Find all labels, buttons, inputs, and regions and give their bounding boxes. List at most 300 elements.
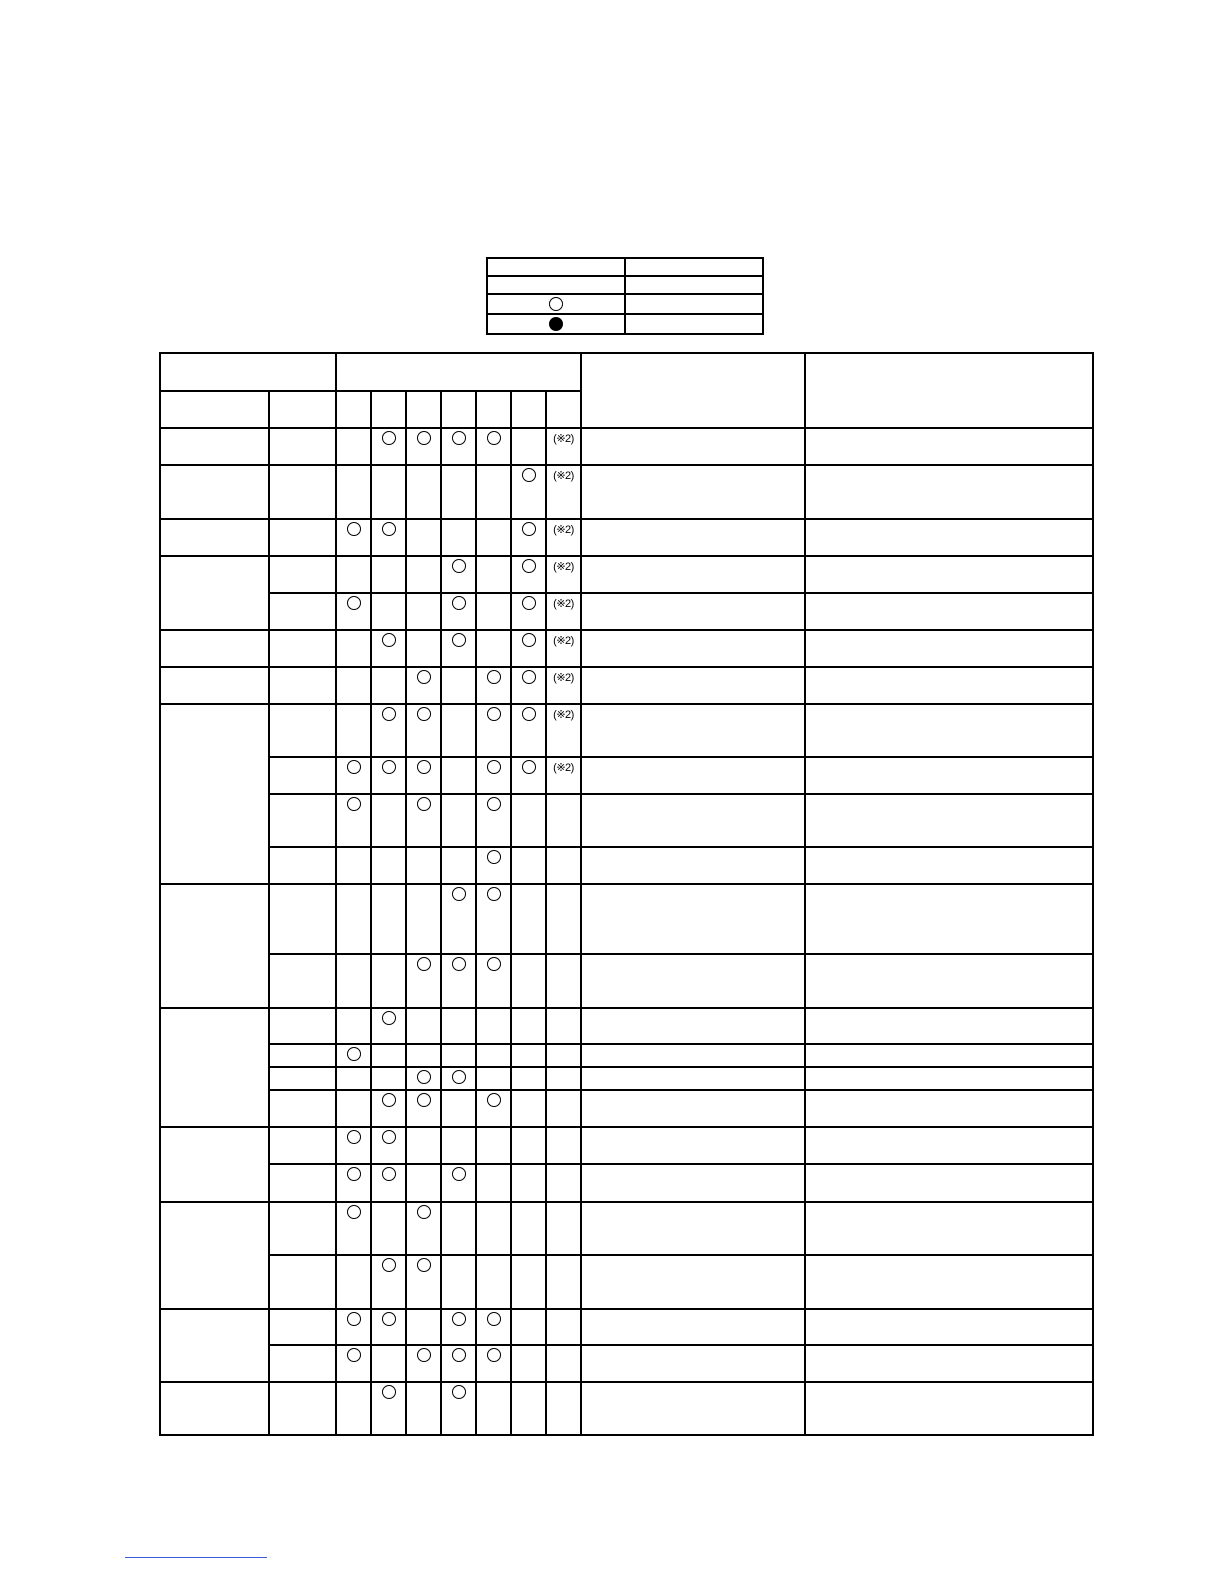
remarks-cell [805,1090,1093,1127]
mark-cell [511,847,546,884]
mark-cell [546,1127,581,1164]
mark-cell [406,1382,441,1435]
subitem-cell [269,954,336,1008]
subitem-cell [269,1044,336,1067]
subitem-cell [269,556,336,593]
remarks-cell [805,465,1093,519]
legend-row [487,258,763,276]
mark-cell [336,1127,371,1164]
mark-cell [371,630,406,667]
mark-cell [441,1345,476,1382]
mark-cell [511,1044,546,1067]
mark-cell [441,519,476,556]
mark-cell [511,1067,546,1090]
mark-cell [476,519,511,556]
description-cell [581,757,805,794]
table-row [160,1090,1093,1127]
remarks-cell [805,757,1093,794]
open-circle-icon [382,1258,396,1272]
subitem-cell [269,884,336,954]
category-cell [160,630,269,667]
mark-cell [406,1090,441,1127]
open-circle-icon [347,760,361,774]
mark-cell [511,556,546,593]
open-circle-icon [452,887,466,901]
subitem-cell [269,428,336,465]
remarks-cell [805,794,1093,847]
open-circle-icon [452,559,466,573]
mark-cell [546,1090,581,1127]
open-circle-icon [487,431,501,445]
table-row [160,630,1093,667]
table-row [160,465,1093,519]
header-cell-mark-4 [441,391,476,428]
mark-cell [546,630,581,667]
description-cell [581,1008,805,1044]
open-circle-icon [382,1312,396,1326]
mark-cell [476,757,511,794]
open-circle-icon [417,797,431,811]
mark-cell [476,667,511,704]
subitem-cell [269,593,336,630]
table-row [160,1345,1093,1382]
subitem-cell [269,757,336,794]
subitem-cell [269,704,336,757]
table-row [160,954,1093,1008]
open-circle-icon [382,707,396,721]
table-row [160,794,1093,847]
mark-cell [476,556,511,593]
open-circle-icon [347,797,361,811]
table-row [160,1202,1093,1255]
main-table [159,352,1094,1436]
open-circle-icon [452,1167,466,1181]
mark-cell [441,1164,476,1202]
mark-cell [336,794,371,847]
footnote-rule [125,1557,267,1558]
subitem-cell [269,1382,336,1435]
remarks-cell [805,1044,1093,1067]
open-circle-icon [487,887,501,901]
description-cell [581,1345,805,1382]
open-circle-icon [382,522,396,536]
mark-cell [406,1008,441,1044]
open-circle-icon [487,957,501,971]
table-row [160,704,1093,757]
mark-cell [546,1202,581,1255]
mark-cell [406,630,441,667]
mark-cell [511,794,546,847]
open-circle-icon [522,670,536,684]
description-cell [581,1127,805,1164]
mark-cell [546,1067,581,1090]
mark-cell [546,1164,581,1202]
open-circle-icon [487,797,501,811]
mark-cell [371,1345,406,1382]
legend-symbol-cell [487,294,625,314]
mark-cell [371,1164,406,1202]
description-cell [581,1164,805,1202]
mark-cell [406,667,441,704]
mark-cell [406,465,441,519]
mark-cell [336,1164,371,1202]
mark-cell [336,667,371,704]
legend-table [486,257,764,335]
mark-cell [336,1008,371,1044]
mark-cell [546,556,581,593]
mark-cell [441,884,476,954]
category-cell [160,704,269,884]
header-cell-mark-1 [336,391,371,428]
header-cell-mark-3 [406,391,441,428]
remarks-cell [805,1008,1093,1044]
mark-cell [441,757,476,794]
table-row [160,1309,1093,1345]
open-circle-icon [417,1070,431,1084]
category-cell [160,428,269,465]
open-circle-icon [417,1205,431,1219]
remarks-cell [805,519,1093,556]
remarks-cell [805,1202,1093,1255]
open-circle-icon [347,1130,361,1144]
open-circle-icon [522,559,536,573]
category-cell [160,1382,269,1435]
table-row [160,556,1093,593]
subitem-cell [269,1008,336,1044]
open-circle-icon [347,522,361,536]
mark-cell [476,1255,511,1309]
mark-cell [406,884,441,954]
mark-cell [441,556,476,593]
legend-meaning-cell [625,258,763,276]
subitem-cell [269,1164,336,1202]
category-cell [160,1008,269,1127]
mark-cell [546,847,581,884]
table-row [160,1255,1093,1309]
mark-cell [546,519,581,556]
open-circle-icon [382,431,396,445]
mark-cell [336,1202,371,1255]
open-circle-icon [382,1093,396,1107]
open-circle-icon [382,1130,396,1144]
mark-cell [476,704,511,757]
note-ref: (※2) [553,709,574,721]
mark-cell [371,757,406,794]
table-row [160,847,1093,884]
description-cell [581,1309,805,1345]
mark-cell [511,1382,546,1435]
mark-cell [546,884,581,954]
open-circle-icon [522,522,536,536]
table-row [160,1008,1093,1044]
mark-cell [406,1309,441,1345]
mark-cell [476,1067,511,1090]
open-circle-icon [487,1093,501,1107]
mark-cell [476,847,511,884]
mark-cell [511,465,546,519]
header-cell-col-b [805,353,1093,428]
table-row [160,1382,1093,1435]
legend-meaning-cell [625,314,763,334]
mark-cell [336,1090,371,1127]
legend-symbol-cell [487,258,625,276]
mark-cell [371,954,406,1008]
mark-cell [441,1044,476,1067]
mark-cell [476,630,511,667]
mark-cell [476,884,511,954]
remarks-cell [805,884,1093,954]
table-row [160,1127,1093,1164]
open-circle-icon [417,1093,431,1107]
table-row [160,667,1093,704]
mark-cell [336,704,371,757]
mark-cell [476,465,511,519]
mark-cell [546,1382,581,1435]
mark-cell [406,1345,441,1382]
note-ref: (※2) [553,561,574,573]
mark-cell [406,847,441,884]
mark-cell [476,954,511,1008]
mark-cell [511,1127,546,1164]
mark-cell [371,794,406,847]
mark-cell [476,1382,511,1435]
mark-cell [441,1127,476,1164]
table-row [160,884,1093,954]
open-circle-icon [487,850,501,864]
description-cell [581,1382,805,1435]
mark-cell [546,1044,581,1067]
category-cell [160,465,269,519]
remarks-cell [805,1382,1093,1435]
mark-cell [336,1044,371,1067]
mark-cell [371,519,406,556]
mark-cell [476,794,511,847]
mark-cell [441,704,476,757]
description-cell [581,1255,805,1309]
mark-cell [441,1067,476,1090]
mark-cell [406,1202,441,1255]
mark-cell [476,1202,511,1255]
mark-cell [406,757,441,794]
open-circle-icon [522,760,536,774]
mark-cell [476,1345,511,1382]
mark-cell [406,593,441,630]
description-cell [581,1067,805,1090]
category-cell [160,519,269,556]
mark-cell [371,428,406,465]
mark-cell [371,1202,406,1255]
category-cell [160,884,269,1008]
mark-cell [406,428,441,465]
legend-row [487,314,763,334]
mark-cell [441,630,476,667]
subitem-cell [269,630,336,667]
description-cell [581,794,805,847]
mark-cell [511,519,546,556]
mark-cell [546,794,581,847]
subitem-cell [269,847,336,884]
mark-cell [441,1309,476,1345]
mark-cell [336,465,371,519]
mark-cell [441,1090,476,1127]
description-cell [581,884,805,954]
mark-cell [371,704,406,757]
description-cell [581,630,805,667]
subitem-cell [269,1309,336,1345]
mark-cell [476,1164,511,1202]
mark-cell [441,847,476,884]
remarks-cell [805,847,1093,884]
mark-cell [511,1164,546,1202]
mark-cell [546,1008,581,1044]
mark-cell [441,428,476,465]
description-cell [581,847,805,884]
mark-cell [336,593,371,630]
mark-cell [371,593,406,630]
mark-cell [336,1345,371,1382]
mark-cell [336,1067,371,1090]
mark-cell [546,1309,581,1345]
mark-cell [336,1255,371,1309]
mark-cell [336,884,371,954]
header-cell-mark-6 [511,391,546,428]
mark-cell [546,954,581,1008]
description-cell [581,1202,805,1255]
mark-cell [511,667,546,704]
remarks-cell [805,667,1093,704]
mark-cell [476,1008,511,1044]
category-cell [160,1127,269,1202]
legend-symbol-cell [487,314,625,334]
subitem-cell [269,1067,336,1090]
note-ref: (※2) [553,672,574,684]
mark-cell [406,954,441,1008]
header-cell-item [160,391,269,428]
open-circle-icon [382,760,396,774]
header-cell-mark-7 [546,391,581,428]
category-cell [160,556,269,630]
open-circle-icon [382,1011,396,1025]
mark-cell [371,1255,406,1309]
remarks-cell [805,704,1093,757]
mark-cell [336,954,371,1008]
description-cell [581,954,805,1008]
mark-cell [371,1382,406,1435]
open-circle-icon [452,957,466,971]
open-circle-icon [452,633,466,647]
table-row [160,757,1093,794]
legend-symbol-cell [487,276,625,294]
description-cell [581,1090,805,1127]
legend-meaning-cell [625,294,763,314]
mark-cell [511,884,546,954]
mark-cell [546,593,581,630]
open-circle-icon [522,633,536,647]
subitem-cell [269,1127,336,1164]
mark-cell [336,630,371,667]
description-cell [581,593,805,630]
remarks-cell [805,1127,1093,1164]
subitem-cell [269,1345,336,1382]
mark-cell [511,428,546,465]
legend-meaning-cell [625,276,763,294]
mark-cell [511,1345,546,1382]
remarks-cell [805,1255,1093,1309]
remarks-cell [805,556,1093,593]
filled-circle-icon [549,317,563,331]
open-circle-icon [522,596,536,610]
mark-cell [371,667,406,704]
mark-cell [511,593,546,630]
mark-cell [336,556,371,593]
open-circle-icon [549,297,563,311]
mark-cell [371,884,406,954]
subitem-cell [269,667,336,704]
open-circle-icon [452,1070,466,1084]
mark-cell [441,465,476,519]
mark-cell [371,465,406,519]
legend-row [487,276,763,294]
mark-cell [476,1127,511,1164]
description-cell [581,519,805,556]
mark-cell [441,954,476,1008]
open-circle-icon [417,1348,431,1362]
category-cell [160,667,269,704]
mark-cell [441,1255,476,1309]
header-cell-col-a [581,353,805,428]
mark-cell [406,1044,441,1067]
header-cell-subitem [269,391,336,428]
mark-cell [441,1382,476,1435]
open-circle-icon [417,670,431,684]
mark-cell [406,704,441,757]
mark-cell [371,1309,406,1345]
note-ref: (※2) [553,598,574,610]
open-circle-icon [347,1312,361,1326]
mark-cell [546,1255,581,1309]
table-row [160,519,1093,556]
mark-cell [371,1090,406,1127]
legend-row [487,294,763,314]
mark-cell [476,593,511,630]
subitem-cell [269,465,336,519]
mark-cell [406,556,441,593]
mark-cell [371,1044,406,1067]
table-row [160,428,1093,465]
subitem-cell [269,1090,336,1127]
table-row [160,1067,1093,1090]
mark-cell [511,630,546,667]
mark-cell [441,1008,476,1044]
open-circle-icon [382,1167,396,1181]
mark-cell [511,1255,546,1309]
note-ref: (※2) [553,635,574,647]
mark-cell [441,1202,476,1255]
remarks-cell [805,1067,1093,1090]
header-cell-mark-2 [371,391,406,428]
open-circle-icon [452,596,466,610]
remarks-cell [805,593,1093,630]
remarks-cell [805,1345,1093,1382]
open-circle-icon [522,468,536,482]
open-circle-icon [487,707,501,721]
mark-cell [546,428,581,465]
table-row [160,1044,1093,1067]
description-cell [581,667,805,704]
mark-cell [371,1127,406,1164]
mark-cell [371,1008,406,1044]
description-cell [581,428,805,465]
